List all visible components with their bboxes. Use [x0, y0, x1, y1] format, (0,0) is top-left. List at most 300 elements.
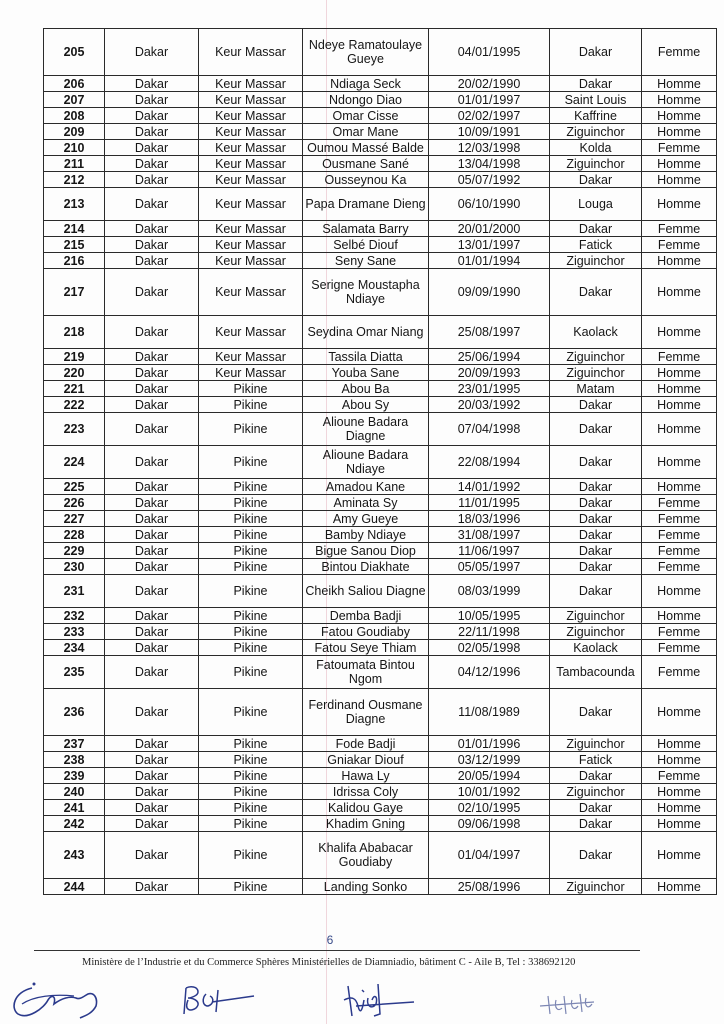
birth-date-cell: 01/04/1997 — [429, 832, 550, 879]
table-row — [44, 92, 717, 108]
sex-cell: Homme — [642, 736, 717, 752]
sex-cell: Homme — [642, 108, 717, 124]
row-number-cell: 214 — [44, 221, 105, 237]
birth-date-cell: 22/11/1998 — [429, 624, 550, 640]
origin-cell: Dakar — [550, 495, 642, 511]
sex-cell: Femme — [642, 559, 717, 575]
region-cell: Dakar — [105, 832, 199, 879]
origin-cell: Ziguinchor — [550, 879, 642, 895]
origin-cell: Ziguinchor — [550, 349, 642, 365]
commune-cell: Pikine — [199, 656, 303, 689]
region-cell: Dakar — [105, 381, 199, 397]
birth-date-cell: 01/01/1997 — [429, 92, 550, 108]
commune-cell: Keur Massar — [199, 76, 303, 92]
table-row — [44, 349, 717, 365]
full-name-cell: Khalifa Ababacar Goudiaby — [303, 832, 429, 879]
full-name-cell: Papa Dramane Dieng — [303, 188, 429, 221]
origin-cell: Dakar — [550, 768, 642, 784]
origin-cell: Dakar — [550, 511, 642, 527]
signature-4 — [534, 990, 604, 1020]
birth-date-cell: 25/08/1996 — [429, 879, 550, 895]
commune-cell: Keur Massar — [199, 124, 303, 140]
table-row — [44, 816, 717, 832]
sex-cell: Homme — [642, 269, 717, 316]
commune-cell: Keur Massar — [199, 269, 303, 316]
full-name-cell: Fode Badji — [303, 736, 429, 752]
table-row — [44, 316, 717, 349]
commune-cell: Keur Massar — [199, 140, 303, 156]
region-cell: Dakar — [105, 640, 199, 656]
birth-date-cell: 01/01/1994 — [429, 253, 550, 269]
birth-date-cell: 31/08/1997 — [429, 527, 550, 543]
region-cell: Dakar — [105, 736, 199, 752]
region-cell: Dakar — [105, 124, 199, 140]
sex-cell: Homme — [642, 92, 717, 108]
full-name-cell: Hawa Ly — [303, 768, 429, 784]
full-name-cell: Youba Sane — [303, 365, 429, 381]
birth-date-cell: 11/08/1989 — [429, 689, 550, 736]
row-number-cell: 205 — [44, 29, 105, 76]
row-number-cell: 236 — [44, 689, 105, 736]
table-row — [44, 29, 717, 76]
region-cell: Dakar — [105, 543, 199, 559]
full-name-cell: Khadim Gning — [303, 816, 429, 832]
birth-date-cell: 06/10/1990 — [429, 188, 550, 221]
table-row — [44, 752, 717, 768]
full-name-cell: Omar Cisse — [303, 108, 429, 124]
sex-cell: Homme — [642, 832, 717, 879]
region-cell: Dakar — [105, 768, 199, 784]
sex-cell: Homme — [642, 816, 717, 832]
full-name-cell: Amy Gueye — [303, 511, 429, 527]
region-cell: Dakar — [105, 575, 199, 608]
origin-cell: Fatick — [550, 752, 642, 768]
commune-cell: Keur Massar — [199, 365, 303, 381]
region-cell: Dakar — [105, 608, 199, 624]
sex-cell: Femme — [642, 29, 717, 76]
sex-cell: Homme — [642, 124, 717, 140]
region-cell: Dakar — [105, 413, 199, 446]
footer-address: Ministère de l’Industrie et du Commerce Sphères Ministérielles de Diamniadio, bâtiment C - Aile B, Tel : 338692120 — [82, 957, 576, 968]
commune-cell: Keur Massar — [199, 253, 303, 269]
row-number-cell: 218 — [44, 316, 105, 349]
birth-date-cell: 25/08/1997 — [429, 316, 550, 349]
table-row — [44, 495, 717, 511]
table-row — [44, 397, 717, 413]
row-number-cell: 221 — [44, 381, 105, 397]
birth-date-cell: 09/06/1998 — [429, 816, 550, 832]
birth-date-cell: 10/01/1992 — [429, 784, 550, 800]
region-cell: Dakar — [105, 253, 199, 269]
signature-1 — [4, 978, 114, 1024]
region-cell: Dakar — [105, 800, 199, 816]
row-number-cell: 206 — [44, 76, 105, 92]
row-number-cell: 225 — [44, 479, 105, 495]
commune-cell: Keur Massar — [199, 156, 303, 172]
birth-date-cell: 10/09/1991 — [429, 124, 550, 140]
table-row — [44, 689, 717, 736]
row-number-cell: 207 — [44, 92, 105, 108]
origin-cell: Ziguinchor — [550, 736, 642, 752]
signature-3 — [338, 976, 418, 1022]
row-number-cell: 226 — [44, 495, 105, 511]
row-number-cell: 224 — [44, 446, 105, 479]
full-name-cell: Amadou Kane — [303, 479, 429, 495]
commune-cell: Pikine — [199, 800, 303, 816]
sex-cell: Homme — [642, 188, 717, 221]
origin-cell: Kaolack — [550, 316, 642, 349]
full-name-cell: Landing Sonko — [303, 879, 429, 895]
birth-date-cell: 20/09/1993 — [429, 365, 550, 381]
table-row — [44, 156, 717, 172]
table-row — [44, 172, 717, 188]
origin-cell: Dakar — [550, 397, 642, 413]
sex-cell: Homme — [642, 784, 717, 800]
region-cell: Dakar — [105, 689, 199, 736]
row-number-cell: 243 — [44, 832, 105, 879]
table-row — [44, 413, 717, 446]
row-number-cell: 219 — [44, 349, 105, 365]
origin-cell: Dakar — [550, 479, 642, 495]
commune-cell: Pikine — [199, 511, 303, 527]
sex-cell: Homme — [642, 608, 717, 624]
region-cell: Dakar — [105, 397, 199, 413]
sex-cell: Femme — [642, 543, 717, 559]
origin-cell: Dakar — [550, 816, 642, 832]
full-name-cell: Cheikh Saliou Diagne — [303, 575, 429, 608]
sex-cell: Homme — [642, 156, 717, 172]
sex-cell: Homme — [642, 253, 717, 269]
row-number-cell: 223 — [44, 413, 105, 446]
birth-date-cell: 25/06/1994 — [429, 349, 550, 365]
sex-cell: Femme — [642, 768, 717, 784]
origin-cell: Fatick — [550, 237, 642, 253]
region-cell: Dakar — [105, 316, 199, 349]
full-name-cell: Bigue Sanou Diop — [303, 543, 429, 559]
origin-cell: Dakar — [550, 221, 642, 237]
commune-cell: Pikine — [199, 832, 303, 879]
sex-cell: Homme — [642, 381, 717, 397]
birth-date-cell: 01/01/1996 — [429, 736, 550, 752]
origin-cell: Dakar — [550, 800, 642, 816]
commune-cell: Keur Massar — [199, 172, 303, 188]
commune-cell: Keur Massar — [199, 349, 303, 365]
birth-date-cell: 05/07/1992 — [429, 172, 550, 188]
origin-cell: Dakar — [550, 575, 642, 608]
sex-cell: Femme — [642, 237, 717, 253]
region-cell: Dakar — [105, 365, 199, 381]
table-body — [44, 29, 717, 895]
row-number-cell: 212 — [44, 172, 105, 188]
table-row — [44, 76, 717, 92]
sex-cell: Homme — [642, 413, 717, 446]
region-cell: Dakar — [105, 479, 199, 495]
signature-2 — [176, 980, 256, 1020]
full-name-cell: Alioune Badara Diagne — [303, 413, 429, 446]
full-name-cell: Abou Ba — [303, 381, 429, 397]
row-number-cell: 209 — [44, 124, 105, 140]
row-number-cell: 222 — [44, 397, 105, 413]
origin-cell: Ziguinchor — [550, 784, 642, 800]
birth-date-cell: 02/10/1995 — [429, 800, 550, 816]
origin-cell: Dakar — [550, 543, 642, 559]
region-cell: Dakar — [105, 446, 199, 479]
commune-cell: Pikine — [199, 640, 303, 656]
commune-cell: Keur Massar — [199, 92, 303, 108]
commune-cell: Pikine — [199, 495, 303, 511]
table-row — [44, 784, 717, 800]
table-row — [44, 365, 717, 381]
origin-cell: Kaffrine — [550, 108, 642, 124]
region-cell: Dakar — [105, 188, 199, 221]
full-name-cell: Bintou Diakhate — [303, 559, 429, 575]
table-row — [44, 543, 717, 559]
table-row — [44, 624, 717, 640]
full-name-cell: Ndiaga Seck — [303, 76, 429, 92]
birth-date-cell: 18/03/1996 — [429, 511, 550, 527]
birth-date-cell: 20/02/1990 — [429, 76, 550, 92]
region-cell: Dakar — [105, 92, 199, 108]
table-row — [44, 108, 717, 124]
region-cell: Dakar — [105, 156, 199, 172]
sex-cell: Homme — [642, 76, 717, 92]
page-number: 6 — [326, 933, 334, 947]
birth-date-cell: 13/01/1997 — [429, 237, 550, 253]
birth-date-cell: 13/04/1998 — [429, 156, 550, 172]
row-number-cell: 215 — [44, 237, 105, 253]
row-number-cell: 241 — [44, 800, 105, 816]
table-row — [44, 800, 717, 816]
region-cell: Dakar — [105, 511, 199, 527]
region-cell: Dakar — [105, 237, 199, 253]
origin-cell: Ziguinchor — [550, 156, 642, 172]
region-cell: Dakar — [105, 495, 199, 511]
table-row — [44, 527, 717, 543]
commune-cell: Pikine — [199, 543, 303, 559]
sex-cell: Homme — [642, 879, 717, 895]
sex-cell: Femme — [642, 349, 717, 365]
row-number-cell: 228 — [44, 527, 105, 543]
birth-date-cell: 11/01/1995 — [429, 495, 550, 511]
full-name-cell: Bamby Ndiaye — [303, 527, 429, 543]
table-row — [44, 446, 717, 479]
region-cell: Dakar — [105, 784, 199, 800]
region-cell: Dakar — [105, 816, 199, 832]
origin-cell: Dakar — [550, 76, 642, 92]
table-row — [44, 124, 717, 140]
table-row — [44, 640, 717, 656]
table-row — [44, 221, 717, 237]
full-name-cell: Serigne Moustapha Ndiaye — [303, 269, 429, 316]
commune-cell: Keur Massar — [199, 316, 303, 349]
origin-cell: Dakar — [550, 527, 642, 543]
full-name-cell: Abou Sy — [303, 397, 429, 413]
sex-cell: Femme — [642, 511, 717, 527]
row-number-cell: 210 — [44, 140, 105, 156]
full-name-cell: Fatoumata Bintou Ngom — [303, 656, 429, 689]
full-name-cell: Ousmane Sané — [303, 156, 429, 172]
origin-cell: Dakar — [550, 446, 642, 479]
commune-cell: Pikine — [199, 446, 303, 479]
sex-cell: Homme — [642, 479, 717, 495]
commune-cell: Pikine — [199, 768, 303, 784]
origin-cell: Dakar — [550, 689, 642, 736]
region-cell: Dakar — [105, 752, 199, 768]
table-row — [44, 140, 717, 156]
origin-cell: Dakar — [550, 413, 642, 446]
table-row — [44, 559, 717, 575]
full-name-cell: Salamata Barry — [303, 221, 429, 237]
footer-divider — [34, 950, 640, 951]
region-cell: Dakar — [105, 879, 199, 895]
commune-cell: Pikine — [199, 527, 303, 543]
commune-cell: Pikine — [199, 381, 303, 397]
table-row — [44, 832, 717, 879]
sex-cell: Femme — [642, 656, 717, 689]
region-cell: Dakar — [105, 76, 199, 92]
full-name-cell: Gniakar Diouf — [303, 752, 429, 768]
row-number-cell: 231 — [44, 575, 105, 608]
sex-cell: Femme — [642, 640, 717, 656]
birth-date-cell: 02/05/1998 — [429, 640, 550, 656]
commune-cell: Pikine — [199, 624, 303, 640]
table-row — [44, 237, 717, 253]
origin-cell: Saint Louis — [550, 92, 642, 108]
sex-cell: Homme — [642, 446, 717, 479]
sex-cell: Homme — [642, 689, 717, 736]
commune-cell: Pikine — [199, 689, 303, 736]
origin-cell: Dakar — [550, 832, 642, 879]
birth-date-cell: 05/05/1997 — [429, 559, 550, 575]
row-number-cell: 208 — [44, 108, 105, 124]
full-name-cell: Ferdinand Ousmane Diagne — [303, 689, 429, 736]
origin-cell: Dakar — [550, 269, 642, 316]
full-name-cell: Ndeye Ramatoulaye Gueye — [303, 29, 429, 76]
commune-cell: Pikine — [199, 397, 303, 413]
origin-cell: Tambacounda — [550, 656, 642, 689]
sex-cell: Homme — [642, 575, 717, 608]
commune-cell: Keur Massar — [199, 108, 303, 124]
region-cell: Dakar — [105, 559, 199, 575]
full-name-cell: Ndongo Diao — [303, 92, 429, 108]
commune-cell: Pikine — [199, 879, 303, 895]
table-row — [44, 575, 717, 608]
birth-date-cell: 22/08/1994 — [429, 446, 550, 479]
commune-cell: Pikine — [199, 784, 303, 800]
origin-cell: Kolda — [550, 140, 642, 156]
region-cell: Dakar — [105, 269, 199, 316]
origin-cell: Ziguinchor — [550, 365, 642, 381]
sex-cell: Homme — [642, 752, 717, 768]
birth-date-cell: 08/03/1999 — [429, 575, 550, 608]
full-name-cell: Selbé Diouf — [303, 237, 429, 253]
commune-cell: Pikine — [199, 559, 303, 575]
full-name-cell: Alioune Badara Ndiaye — [303, 446, 429, 479]
sex-cell: Femme — [642, 624, 717, 640]
row-number-cell: 238 — [44, 752, 105, 768]
row-number-cell: 213 — [44, 188, 105, 221]
commune-cell: Keur Massar — [199, 237, 303, 253]
commune-cell: Keur Massar — [199, 188, 303, 221]
sex-cell: Homme — [642, 365, 717, 381]
row-number-cell: 234 — [44, 640, 105, 656]
birth-date-cell: 20/03/1992 — [429, 397, 550, 413]
row-number-cell: 230 — [44, 559, 105, 575]
sex-cell: Homme — [642, 397, 717, 413]
sex-cell: Homme — [642, 800, 717, 816]
commune-cell: Keur Massar — [199, 221, 303, 237]
full-name-cell: Oumou Massé Balde — [303, 140, 429, 156]
full-name-cell: Aminata Sy — [303, 495, 429, 511]
table-row — [44, 479, 717, 495]
region-cell: Dakar — [105, 527, 199, 543]
birth-date-cell: 20/05/1994 — [429, 768, 550, 784]
table-row — [44, 381, 717, 397]
origin-cell: Dakar — [550, 29, 642, 76]
full-name-cell: Demba Badji — [303, 608, 429, 624]
birth-date-cell: 11/06/1997 — [429, 543, 550, 559]
region-cell: Dakar — [105, 140, 199, 156]
row-number-cell: 233 — [44, 624, 105, 640]
table-row — [44, 608, 717, 624]
origin-cell: Ziguinchor — [550, 608, 642, 624]
row-number-cell: 235 — [44, 656, 105, 689]
birth-date-cell: 09/09/1990 — [429, 269, 550, 316]
commune-cell: Pikine — [199, 816, 303, 832]
row-number-cell: 229 — [44, 543, 105, 559]
commune-cell: Pikine — [199, 413, 303, 446]
sex-cell: Femme — [642, 527, 717, 543]
row-number-cell: 232 — [44, 608, 105, 624]
origin-cell: Ziguinchor — [550, 253, 642, 269]
region-cell: Dakar — [105, 221, 199, 237]
region-cell: Dakar — [105, 108, 199, 124]
birth-date-cell: 12/03/1998 — [429, 140, 550, 156]
origin-cell: Louga — [550, 188, 642, 221]
birth-date-cell: 02/02/1997 — [429, 108, 550, 124]
origin-cell: Kaolack — [550, 640, 642, 656]
full-name-cell: Seny Sane — [303, 253, 429, 269]
full-name-cell: Omar Mane — [303, 124, 429, 140]
full-name-cell: Ousseynou Ka — [303, 172, 429, 188]
birth-date-cell: 04/12/1996 — [429, 656, 550, 689]
table-row — [44, 879, 717, 895]
row-number-cell: 240 — [44, 784, 105, 800]
row-number-cell: 242 — [44, 816, 105, 832]
table-row — [44, 253, 717, 269]
region-cell: Dakar — [105, 349, 199, 365]
region-cell: Dakar — [105, 172, 199, 188]
table-row — [44, 656, 717, 689]
sex-cell: Homme — [642, 172, 717, 188]
birth-date-cell: 14/01/1992 — [429, 479, 550, 495]
commune-cell: Pikine — [199, 575, 303, 608]
commune-cell: Pikine — [199, 608, 303, 624]
row-number-cell: 211 — [44, 156, 105, 172]
table-row — [44, 269, 717, 316]
origin-cell: Dakar — [550, 172, 642, 188]
row-number-cell: 227 — [44, 511, 105, 527]
region-cell: Dakar — [105, 624, 199, 640]
origin-cell: Dakar — [550, 559, 642, 575]
region-cell: Dakar — [105, 29, 199, 76]
full-name-cell: Fatou Goudiaby — [303, 624, 429, 640]
birth-date-cell: 20/01/2000 — [429, 221, 550, 237]
origin-cell: Ziguinchor — [550, 624, 642, 640]
sex-cell: Homme — [642, 316, 717, 349]
birth-date-cell: 04/01/1995 — [429, 29, 550, 76]
sex-cell: Femme — [642, 140, 717, 156]
